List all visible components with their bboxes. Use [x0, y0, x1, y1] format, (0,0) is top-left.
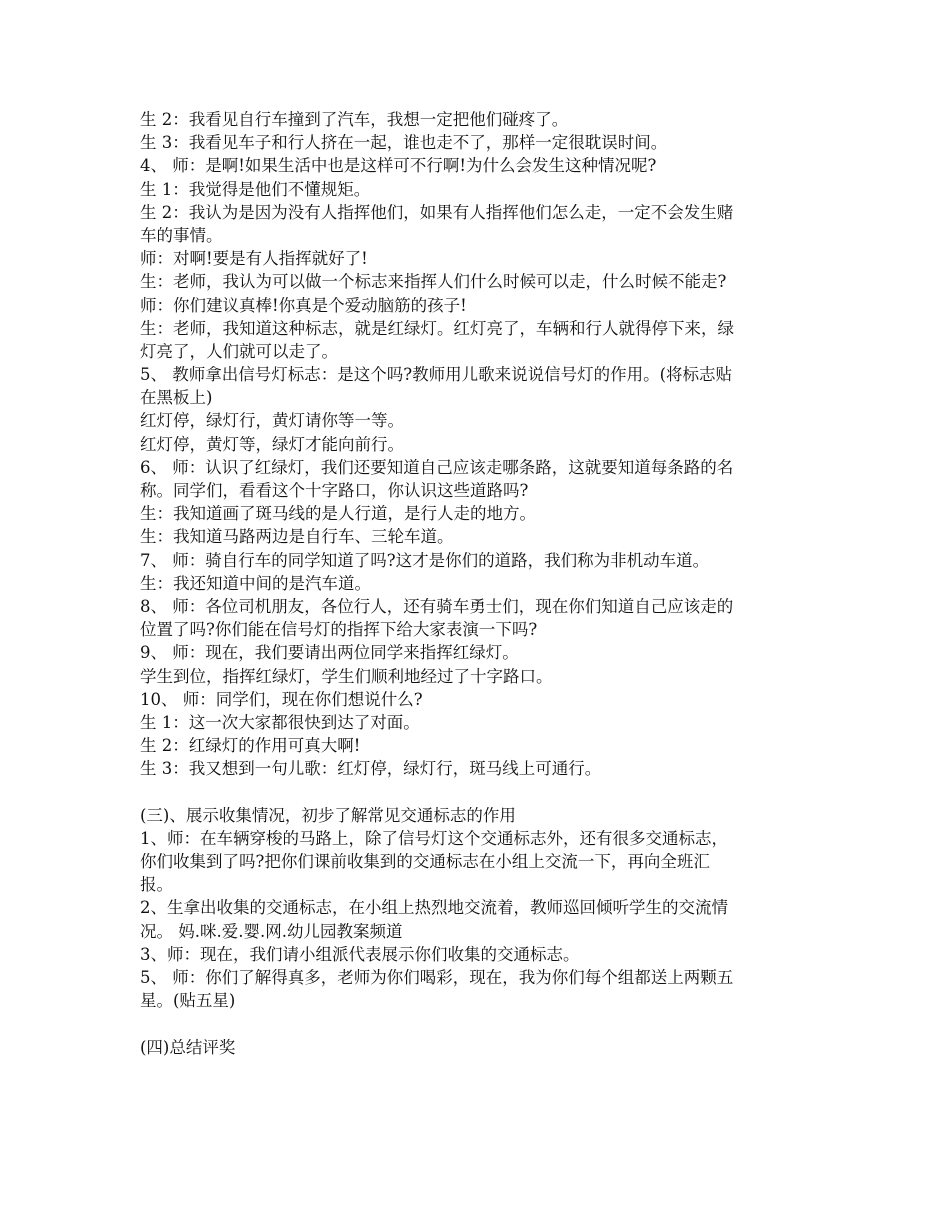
text-line: 星。(贴五星) — [140, 991, 236, 1011]
text-line: 5、 师：你们了解得真多，老师为你们喝彩，现在，我为你们每个组都送上两颗五 — [140, 967, 734, 987]
section-heading: (四)总结评奖 — [140, 1037, 236, 1057]
text-line: 4、 师：是啊!如果生活中也是这样可不行啊!为什么会发生这种情况呢? — [140, 156, 657, 176]
text-line: 生 2：红绿灯的作用可真大啊! — [140, 736, 361, 756]
text-line: 报。 — [140, 875, 173, 895]
text-line: 况。 妈.咪.爱.婴.网.幼儿园教案频道 — [140, 921, 403, 941]
text-line: 生 2：我看见自行车撞到了汽车，我想一定把他们碰疼了。 — [140, 110, 569, 129]
text-line: 在黑板上) — [140, 388, 213, 408]
text-line: 9、 师：现在，我们要请出两位同学来指挥红绿灯。 — [140, 643, 519, 663]
text-line: 2、生拿出收集的交通标志，在小组上热烈地交流着，教师巡回倾听学生的交流情 — [140, 898, 728, 918]
text-line: 生 3：我又想到一句儿歌：红灯停，绿灯行，斑马线上可通行。 — [140, 759, 602, 779]
text-line: 师：你们建议真棒!你真是个爱动脑筋的孩子! — [140, 295, 467, 315]
document-body — [140, 108, 820, 1059]
text-line: 1、师：在车辆穿梭的马路上，除了信号灯这个交通标志外，还有很多交通标志， — [140, 828, 728, 848]
text-line: 灯亮了，人们就可以走了。 — [140, 341, 338, 361]
text-line: 位置了吗?你们能在信号灯的指挥下给大家表演一下吗? — [140, 620, 538, 640]
text-line: 生：我知道画了斑马线的是人行道，是行人走的地方。 — [140, 504, 536, 524]
text-line: 生：我知道马路两边是自行车、三轮车道。 — [140, 527, 454, 547]
text-line: 6、 师：认识了红绿灯，我们还要知道自己应该走哪条路，这就要知道每条路的名 — [140, 457, 734, 477]
text-line: 学生到位，指挥红绿灯，学生们顺利地经过了十字路口。 — [140, 666, 553, 686]
text-line: 红灯停，黄灯等，绿灯才能向前行。 — [140, 434, 404, 454]
blank-line — [140, 1012, 820, 1035]
blank-line — [140, 780, 820, 803]
text-line: 生 1：我觉得是他们不懂规矩。 — [140, 179, 371, 199]
text-line: 你们收集到了吗?把你们课前收集到的交通标志在小组上交流一下，再向全班汇 — [140, 852, 710, 871]
text-line: 8、 师：各位司机朋友，各位行人，还有骑车勇士们，现在你们知道自己应该走的 — [140, 596, 734, 616]
text-line: 车的事情。 — [140, 225, 223, 245]
text-line: 生 2：我认为是因为没有人指挥他们，如果有人指挥他们怎么走，一定不会发生赌 — [140, 202, 734, 222]
text-line: 3、师：现在，我们请小组派代表展示你们收集的交通标志。 — [140, 944, 580, 964]
section-heading: (三)、展示收集情况，初步了解常见交通标志的作用 — [140, 805, 516, 825]
text-line: 师：对啊!要是有人指挥就好了! — [140, 249, 368, 269]
text-line: 生 3：我看见车子和行人挤在一起，谁也走不了，那样一定很耽误时间。 — [140, 133, 668, 153]
text-line: 生 1：这一次大家都很快到达了对面。 — [140, 712, 420, 732]
text-line: 5、 教师拿出信号灯标志：是这个吗?教师用儿歌来说说信号灯的作用。(将标志贴 — [140, 365, 733, 385]
text-line: 称。同学们，看看这个十字路口，你认识这些道路吗? — [140, 481, 529, 500]
text-line: 10、 师：同学们，现在你们想说什么? — [140, 689, 423, 709]
text-line: 生：老师，我知道这种标志，就是红绿灯。红灯亮了，车辆和行人就得停下来，绿 — [140, 318, 734, 338]
text-line: 7、 师：骑自行车的同学知道了吗?这才是你们的道路，我们称为非机动车道。 — [140, 550, 710, 570]
text-line: 生：我还知道中间的是汽车道。 — [140, 573, 371, 593]
text-line: 红灯停，绿灯行，黄灯请你等一等。 — [140, 411, 404, 431]
text-line: 生：老师，我认为可以做一个标志来指挥人们什么时候可以走，什么时候不能走? — [140, 272, 727, 292]
